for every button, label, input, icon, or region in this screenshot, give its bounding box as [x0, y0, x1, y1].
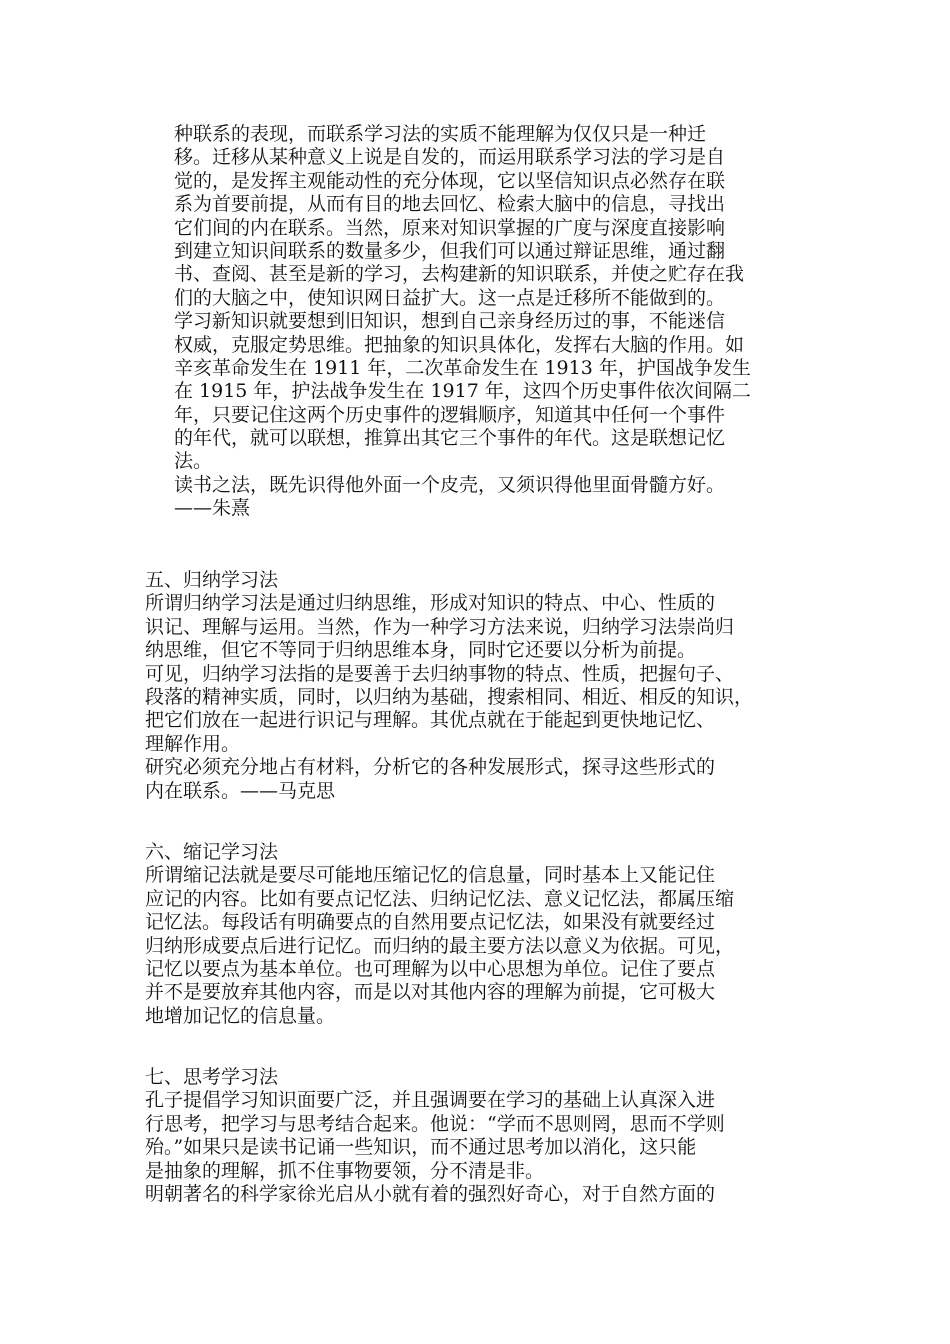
section-heading: 六、缩记学习法	[145, 841, 279, 863]
paragraph-line: 所谓归纳学习法是通过归纳思维，形成对知识的特点、中心、性质的	[145, 592, 716, 615]
paragraph-line: 殆。”如果只是读书记诵一些知识，而不通过思考加以消化，这只能	[145, 1136, 697, 1159]
quote-attribution: 内在联系。——马克思	[145, 779, 336, 802]
paragraph-line: 应记的内容。比如有要点记忆法、归纳记忆法、意义记忆法，都属压缩	[145, 887, 735, 910]
paragraph-line: 把它们放在一起进行识记与理解。其优点就在于能起到更快地记忆、	[145, 709, 716, 732]
paragraph-line: 可见，归纳学习法指的是要善于去归纳事物的特点、性质，把握句子、	[145, 662, 735, 685]
paragraph-line: 识记、理解与运用。当然，作为一种学习方法来说，归纳学习法崇尚归	[145, 615, 735, 638]
paragraph-line: 辛亥革命发生在 1911 年，二次革命发生在 1913 年，护国战争发生	[174, 356, 751, 379]
paragraph-line: 归纳形成要点后进行记忆。而归纳的最主要方法以意义为依据。可见，	[145, 934, 735, 957]
paragraph-line: 记忆以要点为基本单位。也可理解为以中心思想为单位。记住了要点	[145, 957, 716, 980]
paragraph-line: 学习新知识就要想到旧知识，想到自己亲身经历过的事，不能迷信	[174, 310, 726, 333]
paragraph-line: 明朝著名的科学家徐光启从小就有着的强烈好奇心，对于自然方面的	[145, 1182, 716, 1205]
paragraph-line: 理解作用。	[145, 732, 241, 755]
paragraph-line: 到建立知识间联系的数量多少，但我们可以通过辩证思维，通过翻	[174, 239, 726, 262]
paragraph-line: 权威，克服定势思维。把抽象的知识具体化，发挥右大脑的作用。如	[174, 333, 745, 356]
paragraph-line: 它们间的内在联系。当然，原来对知识掌握的广度与深度直接影响	[174, 216, 726, 239]
paragraph-line: 们的大脑之中，使知识网日益扩大。这一点是迁移所不能做到的。	[174, 286, 726, 309]
paragraph-line: 记忆法。每段话有明确要点的自然用要点记忆法，如果没有就要经过	[145, 911, 716, 934]
paragraph-line: 段落的精神实质，同时，以归纳为基础，搜索相同、相近、相反的知识，	[145, 685, 754, 708]
paragraph-line: 法。	[174, 450, 213, 473]
paragraph-line: 移。迁移从某种意义上说是自发的，而运用联系学习法的学习是自	[174, 146, 726, 169]
paragraph-line: 种联系的表现，而联系学习法的实质不能理解为仅仅只是一种迁	[174, 123, 707, 145]
paragraph-line: 年，只要记住这两个历史事件的逻辑顺序，知道其中任何一个事件	[174, 403, 726, 426]
paragraph-line: 的年代，就可以联想，推算出其它三个事件的年代。这是联想记忆	[174, 427, 726, 450]
paragraph-line: 在 1915 年，护法战争发生在 1917 年，这四个历史事件依次间隔二	[174, 380, 751, 403]
paragraph-line: 行思考，把学习与思考结合起来。他说：“学而不思则罔，思而不学则	[145, 1112, 725, 1135]
paragraph-line: 是抽象的理解，抓不住事物要领，分不清是非。	[145, 1159, 545, 1182]
intro-section	[174, 123, 751, 521]
quote-attribution: ——朱熹	[174, 497, 251, 520]
paragraph-line: 孔子提倡学习知识面要广泛，并且强调要在学习的基础上认真深入进	[145, 1089, 716, 1112]
quote-line: 研究必须充分地占有材料，分析它的各种发展形式，探寻这些形式的	[145, 756, 716, 779]
paragraph-line: 地增加记忆的信息量。	[145, 1004, 336, 1027]
quote-line: 读书之法，既先识得他外面一个皮壳，又须识得他里面骨髓方好。	[174, 473, 726, 496]
paragraph-line: 书、查阅、甚至是新的学习，去构建新的知识联系，并使之贮存在我	[174, 263, 745, 286]
section-heading: 七、思考学习法	[145, 1066, 279, 1088]
section-thinking-learning	[145, 1066, 725, 1206]
paragraph-line: 所谓缩记法就是要尽可能地压缩记忆的信息量，同时基本上又能记住	[145, 864, 716, 887]
paragraph-line: 并不是要放弃其他内容，而是以对其他内容的理解为前提，它可极大	[145, 981, 716, 1004]
section-inductive-learning	[145, 569, 753, 803]
paragraph-line: 系为首要前提，从而有目的地去回忆、检索大脑中的信息，寻找出	[174, 193, 726, 216]
paragraph-line: 觉的，是发挥主观能动性的充分体现，它以坚信知识点必然存在联	[174, 169, 726, 192]
paragraph-line: 纳思维，但它不等同于归纳思维本身，同时它还要以分析为前提。	[145, 639, 697, 662]
section-heading: 五、归纳学习法	[145, 569, 279, 591]
section-condensed-memory	[145, 841, 734, 1028]
